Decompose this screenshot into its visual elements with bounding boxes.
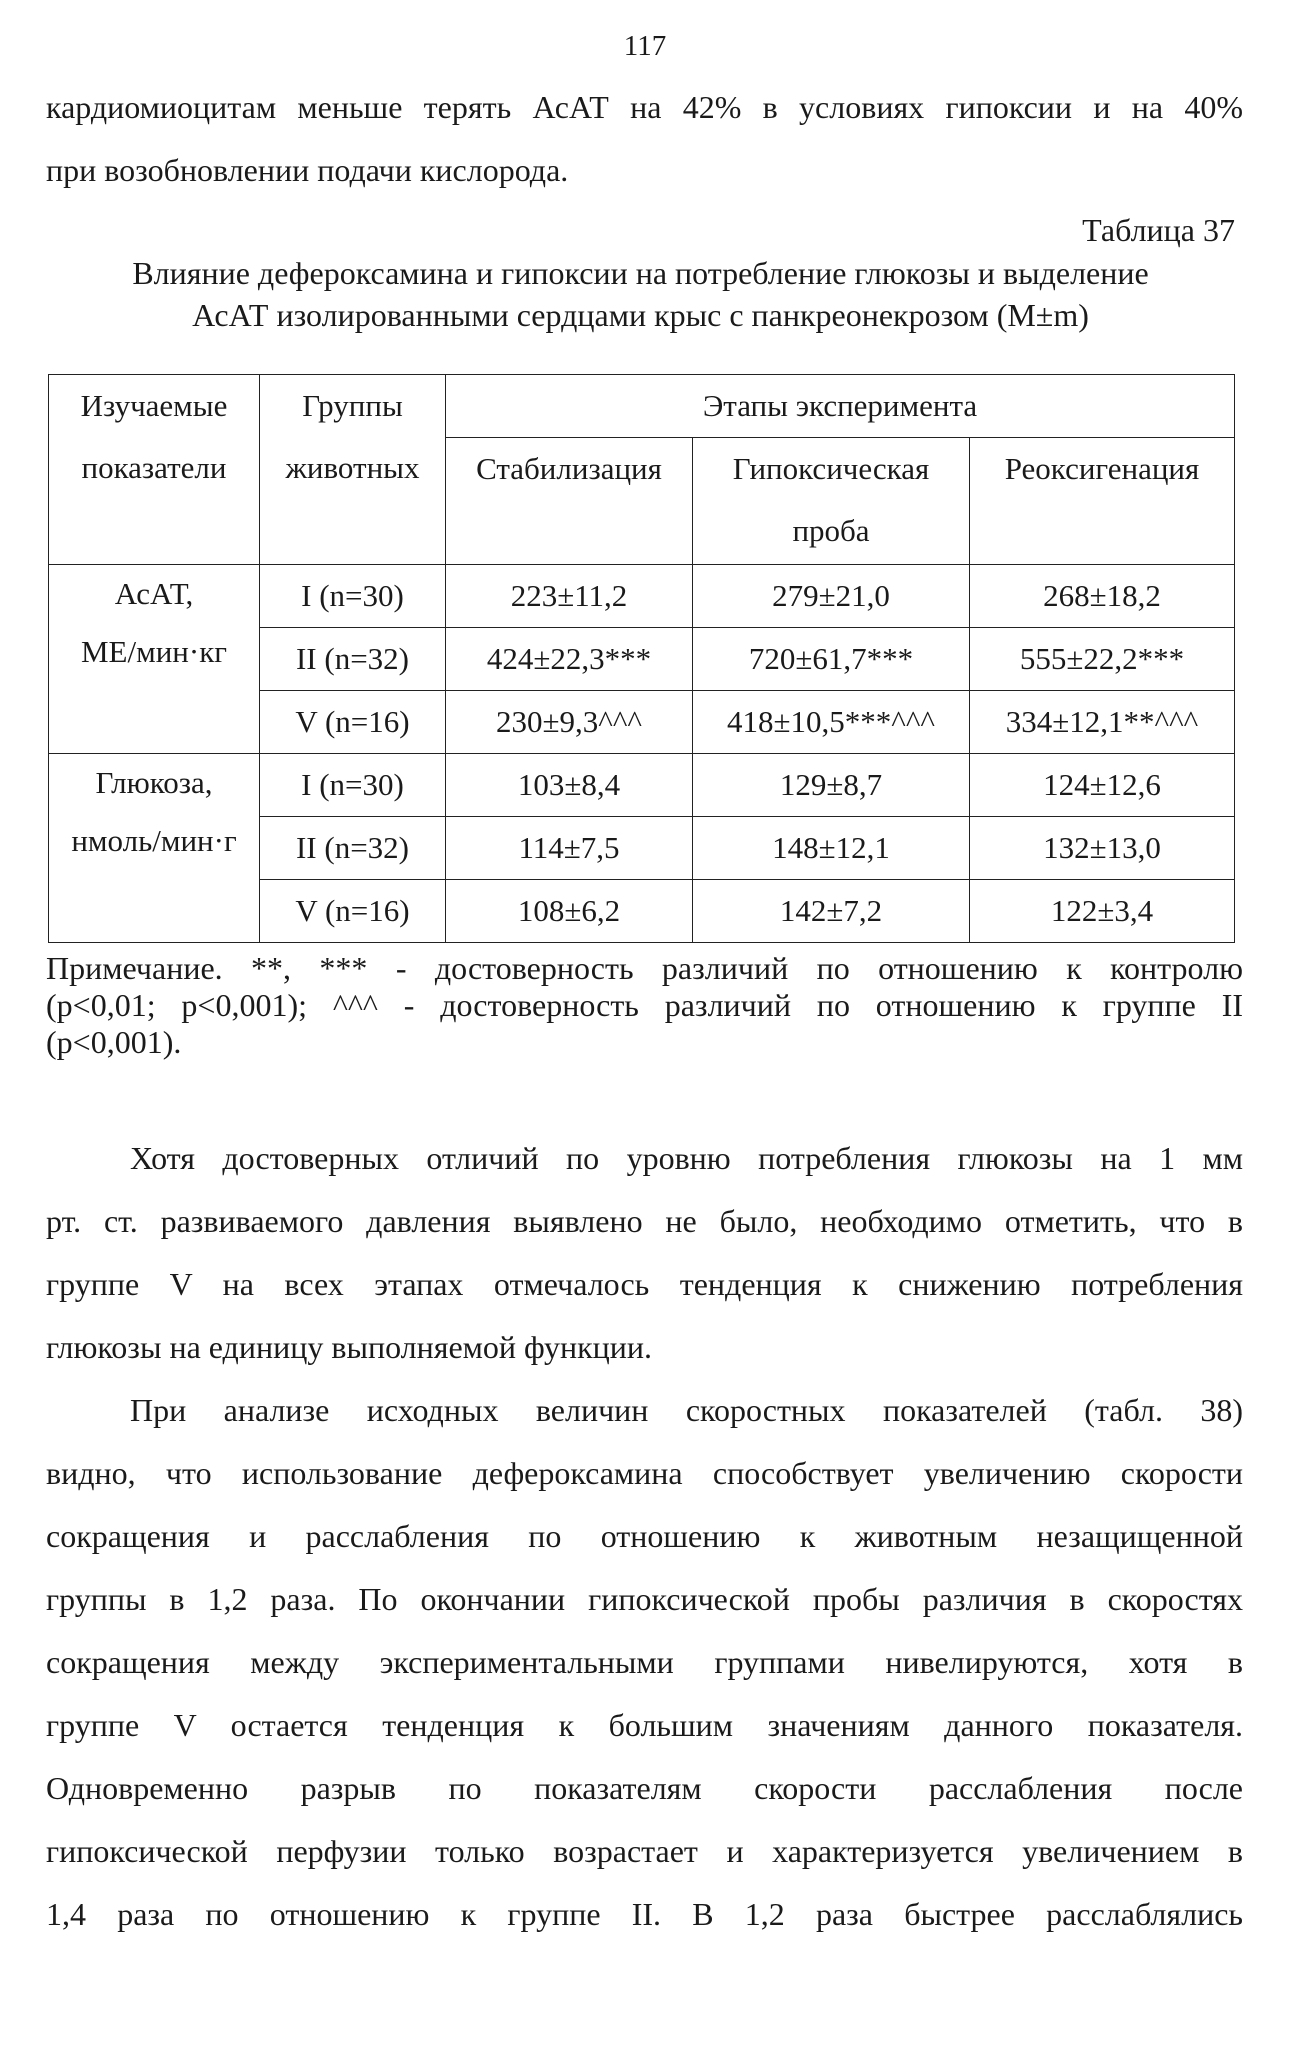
- value-cell: 129±8,7: [693, 754, 970, 817]
- intro-paragraph: [46, 76, 1243, 202]
- header-stage-hypoxia: Гипоксическая проба: [693, 438, 970, 565]
- paragraph-1: [46, 1127, 1243, 1379]
- value-cell: 720±61,7***: [693, 628, 970, 691]
- text-line: глюкозы на единицу выполняемой функции.: [46, 1329, 653, 1365]
- value-cell: 334±12,1**^^^: [970, 691, 1235, 754]
- text-line: Одновременно разрыв по показателям скорости расслабления после: [46, 1770, 1243, 1806]
- table-title: [46, 252, 1235, 336]
- table-title-line: Влияние дефероксамина и гипоксии на потребление глюкозы и выделение: [132, 255, 1149, 291]
- value-cell: 103±8,4: [446, 754, 693, 817]
- text-line: При анализе исходных величин скоростных показателей (табл. 38): [130, 1392, 1243, 1428]
- table-row: [49, 754, 1235, 817]
- value-cell: 148±12,1: [693, 817, 970, 880]
- table-caption: Таблица 37: [1082, 212, 1235, 248]
- note-line: (p<0,01; p<0,001); ^^^ - достоверность различий по отношению к группе II: [46, 987, 1243, 1023]
- header-stage-stabilization: Стабилизация: [446, 438, 693, 565]
- text-line: группы в 1,2 раза. По окончании гипоксической пробы различия в скоростях: [46, 1581, 1243, 1617]
- value-cell: 122±3,4: [970, 880, 1235, 943]
- group-cell: I (n=30): [260, 754, 446, 817]
- table-note: [46, 950, 1243, 1061]
- group-cell: II (n=32): [260, 817, 446, 880]
- value-cell: 108±6,2: [446, 880, 693, 943]
- text-line: рт. ст. развиваемого давления выявлено не было, необходимо отметить, что в: [46, 1203, 1243, 1239]
- text-line: группе V на всех этапах отмечалось тенденция к снижению потребления: [46, 1266, 1243, 1302]
- text-line: видно, что использование дефероксамина способствует увеличению скорости: [46, 1455, 1243, 1491]
- value-cell: 424±22,3***: [446, 628, 693, 691]
- value-cell: 418±10,5***^^^: [693, 691, 970, 754]
- text-line: 1,4 раза по отношению к группе II. В 1,2 раза быстрее расслаблялись: [46, 1896, 1243, 1932]
- value-cell: 230±9,3^^^: [446, 691, 693, 754]
- value-cell: 132±13,0: [970, 817, 1235, 880]
- text-line: Хотя достоверных отличий по уровню потребления глюкозы на 1 мм: [130, 1140, 1243, 1176]
- text-line: сокращения между экспериментальными группами нивелируются, хотя в: [46, 1644, 1243, 1680]
- table-row: [49, 565, 1235, 628]
- header-stages: Этапы эксперимента: [446, 375, 1235, 438]
- text-line: кардиомиоцитам меньше терять АсАТ на 42% в условиях гипоксии и на 40%: [46, 89, 1243, 125]
- indicator-glucose: Глюкоза, нмоль/мин·г: [49, 754, 260, 943]
- paragraph-2: [46, 1379, 1243, 1946]
- text-line: при возобновлении подачи кислорода.: [46, 152, 569, 188]
- value-cell: 142±7,2: [693, 880, 970, 943]
- group-cell: V (n=16): [260, 880, 446, 943]
- group-cell: II (n=32): [260, 628, 446, 691]
- text-line: сокращения и расслабления по отношению к животным незащищенной: [46, 1518, 1243, 1554]
- table-title-line: АсАТ изолированными сердцами крыс с панкреонекрозом (М±m): [192, 297, 1089, 333]
- note-line: Примечание. **, *** - достоверность различий по отношению к контролю: [46, 950, 1243, 986]
- value-cell: 555±22,2***: [970, 628, 1235, 691]
- header-stage-reoxygenation: Реоксигенация: [970, 438, 1235, 565]
- value-cell: 114±7,5: [446, 817, 693, 880]
- page-number: 117: [623, 30, 667, 62]
- header-indicators: Изучаемые показатели: [49, 375, 260, 565]
- value-cell: 268±18,2: [970, 565, 1235, 628]
- group-cell: I (n=30): [260, 565, 446, 628]
- results-table: [48, 374, 1235, 943]
- text-line: группе V остается тенденция к большим значениям данного показателя.: [46, 1707, 1243, 1743]
- group-cell: V (n=16): [260, 691, 446, 754]
- text-line: гипоксической перфузии только возрастает и характеризуется увеличением в: [46, 1833, 1243, 1869]
- indicator-asat: АсАТ, МЕ/мин·кг: [49, 565, 260, 754]
- note-line: (p<0,001).: [46, 1024, 182, 1060]
- value-cell: 223±11,2: [446, 565, 693, 628]
- value-cell: 279±21,0: [693, 565, 970, 628]
- value-cell: 124±12,6: [970, 754, 1235, 817]
- header-groups: Группы животных: [260, 375, 446, 565]
